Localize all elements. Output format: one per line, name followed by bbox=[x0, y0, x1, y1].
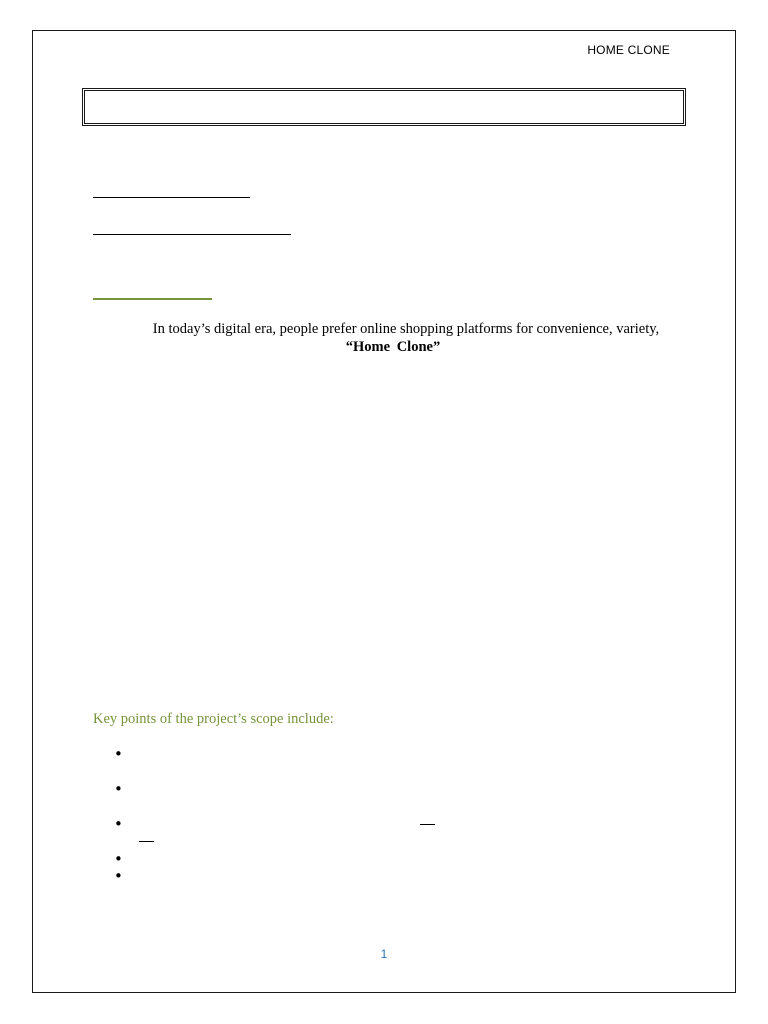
running-header: HOME CLONE bbox=[587, 43, 670, 57]
scope-heading: Key points of the project’s scope include: bbox=[93, 711, 334, 727]
underline-dash-2 bbox=[139, 841, 154, 842]
underline-dash-1 bbox=[420, 824, 435, 825]
intro-line-1: In today’s digital era, people prefer online shopping platforms for convenience, variety, bbox=[152, 321, 660, 337]
title-box-content bbox=[85, 91, 683, 123]
intro-line-2-project-name: “Home Clone” bbox=[345, 339, 441, 355]
heading-underline-1 bbox=[93, 197, 250, 198]
heading-underline-2 bbox=[93, 234, 291, 235]
bullet-point-2: • bbox=[114, 780, 123, 798]
page-number: 1 bbox=[380, 947, 388, 961]
title-box bbox=[82, 88, 686, 126]
page-border bbox=[32, 30, 736, 993]
bullet-point-5: • bbox=[114, 867, 123, 885]
bullet-point-3: • bbox=[114, 815, 123, 833]
bullet-point-1: • bbox=[114, 745, 123, 763]
intro-paragraph bbox=[93, 320, 693, 356]
bullet-point-4: • bbox=[114, 850, 123, 868]
section-underline-green bbox=[93, 298, 212, 300]
